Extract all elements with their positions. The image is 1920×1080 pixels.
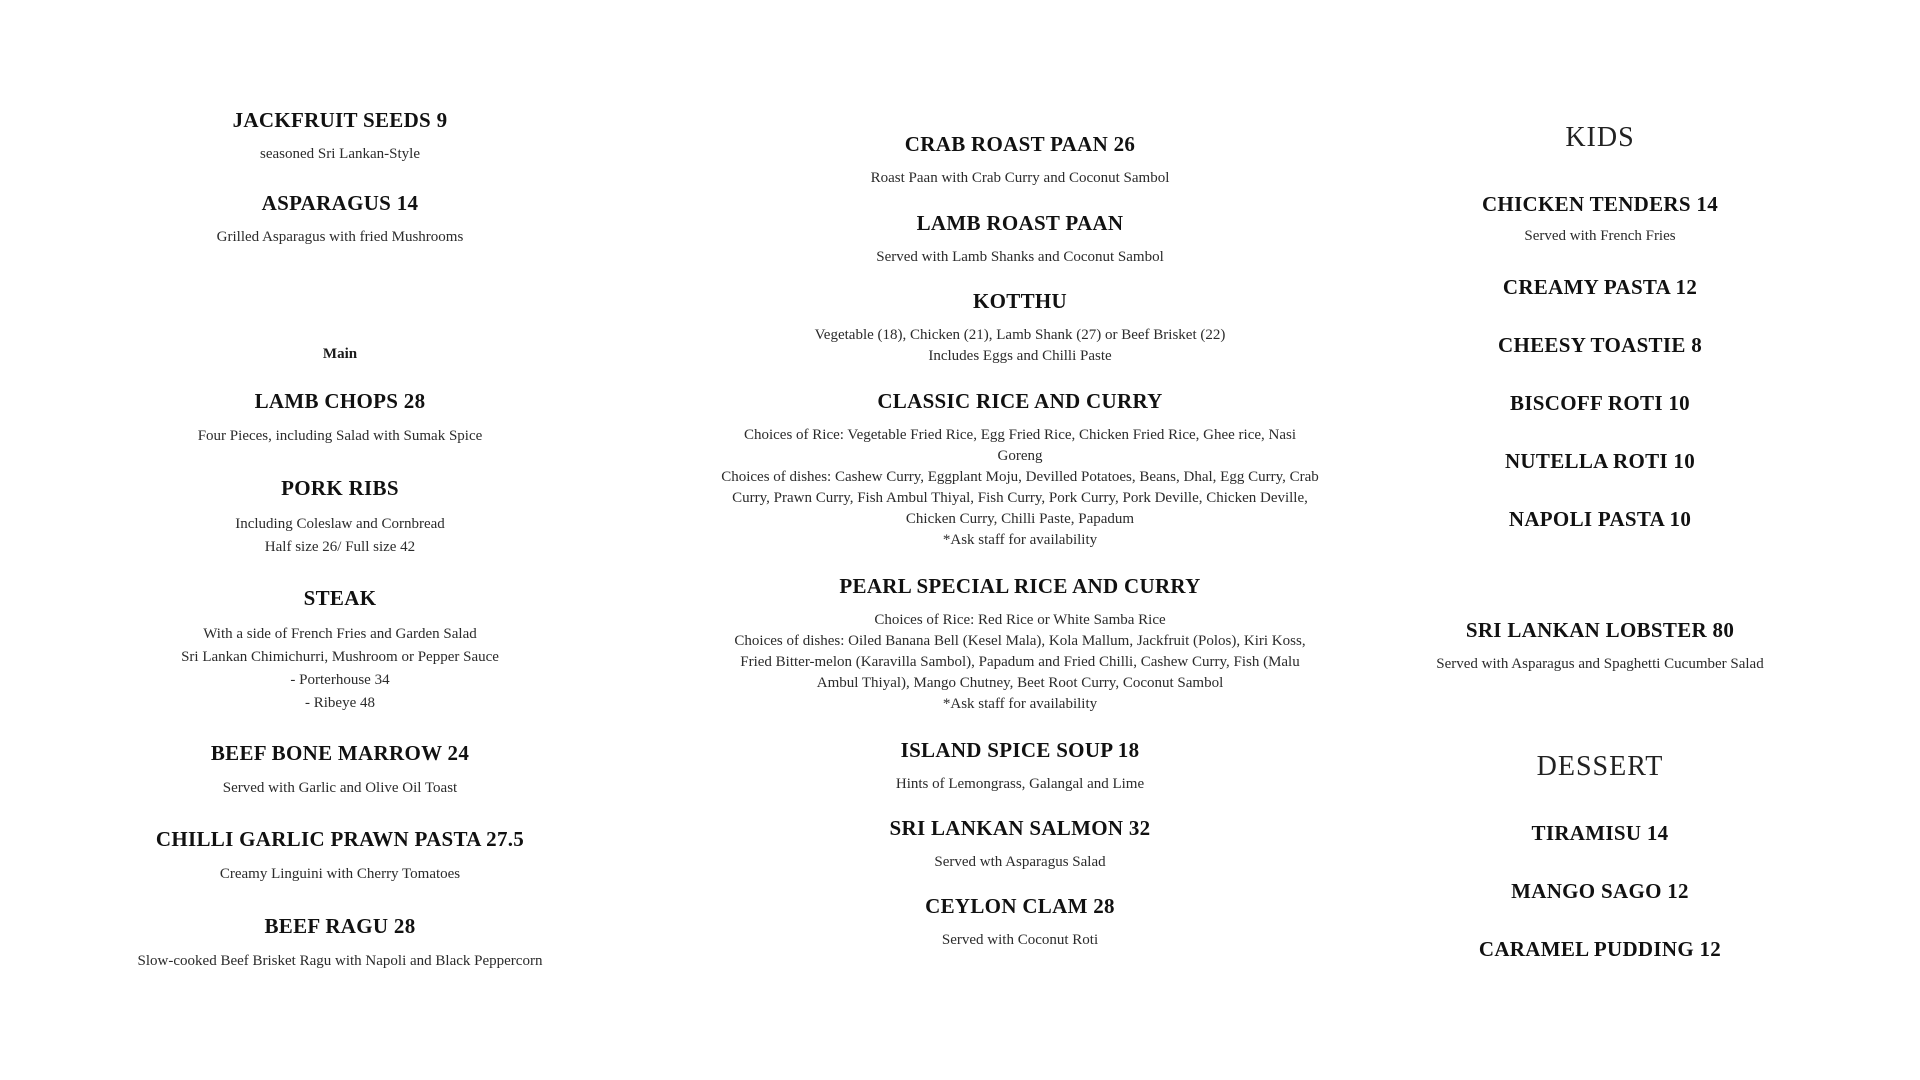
menu-item-title: NAPOLI PASTA 10 bbox=[1508, 507, 1692, 531]
menu-item-description: Choices of Rice: Red Rice or White Samba Rice Choices of dishes: Oiled Banana Bell (Kesel Mala), Kola Mallum, Jackfruit (Polos), Kiri Koss, Fried Bitter-melon (Karavilla Sambol), Papadum and Fried Chilli, Cashew Curry, Fish (Malu Ambul Thiyal), Mango Chutney, Beet Root Curry, Coconut Sambol *Ask staff for availability bbox=[734, 612, 1306, 712]
menu-item-title: CLASSIC RICE AND CURRY bbox=[877, 389, 1163, 413]
menu-item-description: Served with Garlic and Olive Oil Toast bbox=[222, 780, 458, 796]
menu-item-jackfruit-seeds bbox=[110, 107, 570, 165]
menu-item-beef-bone-marrow bbox=[110, 740, 570, 799]
menu-item-title: BEEF BONE MARROW 24 bbox=[210, 741, 470, 765]
menu-item-description: Slow-cooked Beef Brisket Ragu with Napoli and Black Peppercorn bbox=[137, 953, 543, 969]
menu-item-title: LAMB ROAST PAAN bbox=[916, 211, 1124, 235]
menu-item-description: Served with Asparagus and Spaghetti Cucumber Salad bbox=[1436, 656, 1764, 672]
menu-item-creamy-pasta bbox=[1400, 274, 1800, 300]
menu-item-island-spice-soup bbox=[720, 737, 1320, 795]
menu-item-title: CEYLON CLAM 28 bbox=[925, 894, 1115, 918]
menu-item-chicken-tenders bbox=[1400, 191, 1800, 247]
menu-item-title: SRI LANKAN SALMON 32 bbox=[889, 816, 1151, 840]
main-section-heading: Main bbox=[322, 346, 358, 362]
menu-item-sri-lankan-lobster bbox=[1400, 617, 1800, 675]
menu-item-chilli-garlic-prawn-pasta bbox=[110, 826, 570, 885]
menu-item-sri-lankan-salmon bbox=[720, 815, 1320, 873]
menu-item-cheesy-toastie bbox=[1400, 332, 1800, 358]
menu-item-pork-ribs bbox=[110, 475, 570, 559]
dessert-section-heading: DESSERT bbox=[1536, 751, 1664, 782]
menu-item-crab-roast-paan bbox=[720, 131, 1320, 189]
menu-item-asparagus bbox=[110, 190, 570, 248]
menu-item-description: Choices of Rice: Vegetable Fried Rice, Egg Fried Rice, Chicken Fried Rice, Ghee rice, Nasi Goreng Choices of dishes: Cashew Curry, Eggplant Moju, Devilled Potatoes, Beans, Dhal, Egg Curry, Crab Curry, Prawn Curry, Fish Ambul Thiyal, Fish Curry, Pork Curry, Pork Deville, Chicken Deville, Chicken Curry, Chilli Paste, Papadum *Ask staff for availability bbox=[721, 427, 1319, 548]
menu-item-mango-sago bbox=[1400, 878, 1800, 904]
menu-item-description: Including Coleslaw and Cornbread Half size 26/ Full size 42 bbox=[235, 516, 445, 555]
menu-item-caramel-pudding bbox=[1400, 936, 1800, 962]
menu-item-description: seasoned Sri Lankan-Style bbox=[260, 146, 420, 162]
menu-item-description: Hints of Lemongrass, Galangal and Lime bbox=[895, 776, 1145, 792]
menu-item-lamb-roast-paan bbox=[720, 210, 1320, 268]
menu-item-title: ISLAND SPICE SOUP 18 bbox=[900, 738, 1140, 762]
menu-item-kotthu bbox=[720, 288, 1320, 367]
menu-item-napoli-pasta bbox=[1400, 506, 1800, 532]
menu-item-title: NUTELLA ROTI 10 bbox=[1504, 449, 1696, 473]
menu-item-description: Served with Coconut Roti bbox=[941, 932, 1099, 948]
menu-item-description: Grilled Asparagus with fried Mushrooms bbox=[216, 229, 464, 245]
menu-item-title: TIRAMISU 14 bbox=[1531, 821, 1669, 845]
menu-item-title: BEEF RAGU 28 bbox=[264, 914, 416, 938]
menu-item-title: SRI LANKAN LOBSTER 80 bbox=[1465, 618, 1735, 642]
menu-item-beef-ragu bbox=[110, 913, 570, 972]
menu-item-title: LAMB CHOPS 28 bbox=[254, 389, 426, 413]
menu-item-title: CHEESY TOASTIE 8 bbox=[1498, 333, 1702, 357]
menu-item-steak bbox=[110, 585, 570, 715]
menu-item-classic-rice-and-curry bbox=[720, 388, 1320, 551]
menu-item-title: JACKFRUIT SEEDS 9 bbox=[232, 108, 448, 132]
menu-item-ceylon-clam bbox=[720, 893, 1320, 951]
menu-item-title: MANGO SAGO 12 bbox=[1511, 879, 1689, 903]
menu-item-description: Roast Paan with Crab Curry and Coconut Sambol bbox=[870, 170, 1170, 186]
menu-item-title: BISCOFF ROTI 10 bbox=[1510, 391, 1690, 415]
menu-item-nutella-roti bbox=[1400, 448, 1800, 474]
menu-item-title: PEARL SPECIAL RICE AND CURRY bbox=[839, 574, 1201, 598]
menu-item-title: CARAMEL PUDDING 12 bbox=[1478, 937, 1722, 961]
menu-item-description: Vegetable (18), Chicken (21), Lamb Shank (27) or Beef Brisket (22) Includes Eggs and Chilli Paste bbox=[814, 327, 1226, 364]
menu-item-description: Creamy Linguini with Cherry Tomatoes bbox=[219, 866, 461, 882]
menu-item-title: CRAB ROAST PAAN 26 bbox=[904, 132, 1136, 156]
menu-item-description: Served with Lamb Shanks and Coconut Sambol bbox=[876, 249, 1164, 265]
menu-item-description: Four Pieces, including Salad with Sumak Spice bbox=[197, 428, 483, 444]
menu-item-title: STEAK bbox=[303, 586, 377, 610]
menu-item-biscoff-roti bbox=[1400, 390, 1800, 416]
menu-item-title: KOTTHU bbox=[973, 289, 1067, 313]
menu-item-title: ASPARAGUS 14 bbox=[261, 191, 419, 215]
menu-item-pearl-special-rice-and-curry bbox=[720, 573, 1320, 715]
menu-item-description: With a side of French Fries and Garden Salad Sri Lankan Chimichurri, Mushroom or Pepper Sauce - Porterhouse 34 - Ribeye 48 bbox=[181, 626, 499, 711]
menu-item-title: CHILLI GARLIC PRAWN PASTA 27.5 bbox=[155, 827, 525, 851]
menu-item-title: CREAMY PASTA 12 bbox=[1502, 275, 1698, 299]
menu-item-title: PORK RIBS bbox=[281, 476, 399, 500]
menu-item-lamb-chops bbox=[110, 388, 570, 447]
menu-item-description: Served wth Asparagus Salad bbox=[934, 854, 1106, 870]
menu-item-title: CHICKEN TENDERS 14 bbox=[1481, 192, 1719, 216]
kids-section-heading: KIDS bbox=[1565, 122, 1635, 153]
menu-item-tiramisu bbox=[1400, 820, 1800, 846]
menu-item-description: Served with French Fries bbox=[1524, 228, 1676, 244]
